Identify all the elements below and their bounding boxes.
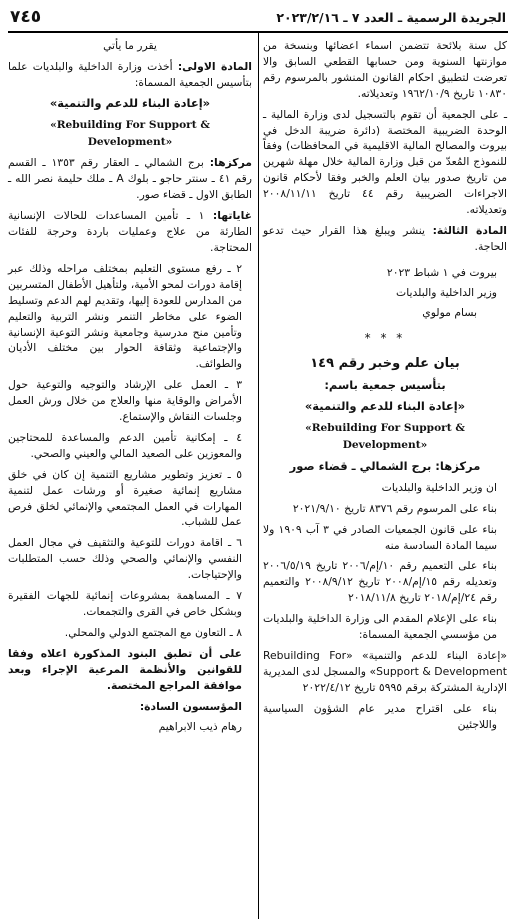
association-name-ar: «إعادة البناء للدعم والتنمية» <box>304 399 466 414</box>
notice-subtitle: بتأسيس جمعية باسم: <box>324 378 446 393</box>
decree-date: بيروت في ١ شباط ٢٠٢٣ <box>386 265 497 279</box>
column-divider <box>258 33 259 919</box>
legal-basis: بناء على قانون الجمعيات الصادر في ٣ آب ١٩٠٩ ولا سيما المادة السادسة منه <box>263 522 497 552</box>
goal-item: ٢ ـ رفع مستوى التعليم بمختلف مراحله وذلك عبر إقامة دورات لمحو الأمية، ولتأهيل الأطفال المتسربين من المدارس للعودة إليها، وتقديم لهم الدعم وتسليط الضوء على مخاطر التنمر ونشر التربية والتعليم وتأمين منح مدرسية وجامعية ونشر التوعية الإنسانية والإجتماعية وثقافة الحوار بين مختلف الأديان والطوائف. <box>8 261 242 371</box>
association-name-ar: «إعادة البناء للدعم والتنمية» <box>49 95 211 110</box>
legal-basis: بناء على التعميم رقم ١٠/إم/٢٠٠٦ تاريخ ٢٠٠٦/٥/١٩ وتعديله رقم ١٥/إم/٢٠٠٨ تاريخ ٢٠٠٨/٩/١٢ والتعميم رقم ٢٤/إم/٢٠١٨ تاريخ ٢٠١٨/١١/٨ <box>263 559 497 605</box>
goal-item: ٧ ـ المساهمة بمشروعات إنمائية للجهات الفقيرة وبشكل خاص في القرى والتجمعات. <box>8 589 242 618</box>
minister-intro: ان وزير الداخلية والبلديات <box>381 480 497 494</box>
article-text: أخذت وزارة الداخلية والبلديات علما بتأسيس الجمعية المسماة: <box>8 59 252 89</box>
article-label: المادة الاولى: <box>177 59 252 73</box>
goals-label: غاياتها: <box>212 209 252 223</box>
association-hq <box>8 155 252 203</box>
legal-basis: بناء على المرسوم رقم ٨٣٧٦ تاريخ ٢٠٢١/٩/١٠ <box>292 501 497 515</box>
minister-name: بسام مولوي <box>422 305 477 319</box>
article-three <box>263 223 507 255</box>
page-header <box>10 6 506 28</box>
goal-item: ٥ ـ تعزيز وتطوير مشاريع التنمية إن كان في خلق مشاريع إنمائية صغيرة أو ورشات عمل لتنمية المهارات في العمل المجتمعي والإنمائي لخلق فرص عمل للشباب. <box>8 467 242 529</box>
legal-basis: بناء على الإعلام المقدم الى وزارة الداخلية والبلديات من مؤسسي الجمعية المسماة: <box>263 612 497 642</box>
paragraph: كل سنة بلائحة تتضمن اسماء اعضائها وبنسخة من موازنتها السنوية ومن حسابها القطعي السابق والا تعرضت لتطبيق احكام القانون المنشور بالمرسوم رقم ١٠٨٣٠ تاريخ ١٩٦٢/١٠/٩ وتعديلاته. <box>263 39 507 100</box>
notice-title: بيان علم وخبر رقم ١٤٩ <box>310 356 460 372</box>
article-text: ينشر ويبلغ هذا القرار حيث تدعو الحاجة. <box>263 223 507 253</box>
founder-name: رهام ذيب الابراهيم <box>158 720 242 734</box>
minister-title: وزير الداخلية والبلديات <box>396 285 497 299</box>
gazette-title: الجريدة الرسمية ـ العدد ٧ ـ ٢٠٢٣/٢/١٦ <box>276 9 506 25</box>
association-name-en: «Rebuilding For Support & Development» <box>305 422 465 452</box>
section-separator: * * * <box>364 330 406 345</box>
founders-label: المؤسسون السادة: <box>139 699 242 713</box>
goal-item: ٣ ـ العمل على الإرشاد والتوجيه والتوعية حول الأمراض والوقاية منها والعلاج من خلال ورش العمل وجلسات النقاش والإستماع. <box>8 378 242 424</box>
decides-heading: يقرر ما يأتي <box>103 39 157 52</box>
goal-item <box>8 208 252 256</box>
paragraph: ـ على الجمعية أن تقوم بالتسجيل لدى وزارة المالية ـ الوحدة الضريبية المختصة (دائرة ضريبة الدخل في بيروت والمصالح المالية الاقليمية في المحافظات) وفقاً للنموذج المُعدّ من قبل وزارة المالية خلال مهلة شهرين من تاريخ صدور بيان العلم والخبر وفقا لأحكام قانون الاجراءات الضريبية رقم ٤٤ تاريخ ٢٠٠٨/١١/١١ وتعديلاته. <box>263 107 507 217</box>
article-label: المادة الثالثة: <box>432 223 507 237</box>
right-column <box>263 38 507 738</box>
hq-text: برج الشمالي ـ العقار رقم ١٣٥٣ ـ القسم رقم ٤١ ـ سنتر حاجو ـ بلوك A ـ ملك حليمة نصر الله ـ الطابق الاول ـ قضاء صور. <box>8 156 252 202</box>
legal-basis: بناء على اقتراح مدير عام الشؤون السياسية واللاجئين <box>263 701 497 731</box>
legal-basis: «إعادة البناء للدعم والتنمية» «Rebuilding For Support & Development» والمسجل لدى المديرية الإدارية المشتركة برقم ٥٩٩٥ تاريخ ٢٠٢٢/٤/١٢ <box>263 649 507 694</box>
hq-label: مركزها: <box>209 156 252 170</box>
goal-item: ٨ ـ التعاون مع المجتمع الدولي والمحلي. <box>64 625 242 639</box>
left-column <box>8 38 252 740</box>
goal-text: ١ ـ تأمين المساعدات للحالات الإنسانية الطارئة من علاج وعمليات باردة وحرجة للفئات المحتاجة. <box>8 209 252 254</box>
page-number: ٧٤٥ <box>10 7 42 27</box>
condition-clause: على أن تطبق البنود المذكورة اعلاه وفقا للقوانين والأنظمة المرعية الإجراء وبعد موافقة المراجع المختصة. <box>8 646 242 692</box>
goal-item: ٦ ـ اقامة دورات للتوعية والتثقيف في مجال العمل النفسي والإنمائي والصحي وذلك حسب المتطلبات والإحتياجات. <box>8 536 242 582</box>
article-one <box>8 59 252 91</box>
association-hq: مركزها: برج الشمالي ـ قضاء صور <box>289 458 481 473</box>
goal-item: ٤ ـ إمكانية تأمين الدعم والمساعدة للمحتاجين والمعوزين على الصعيد المالي والعيني والصحي. <box>8 430 242 460</box>
association-name-en: «Rebuilding For Support & Development» <box>50 118 210 148</box>
